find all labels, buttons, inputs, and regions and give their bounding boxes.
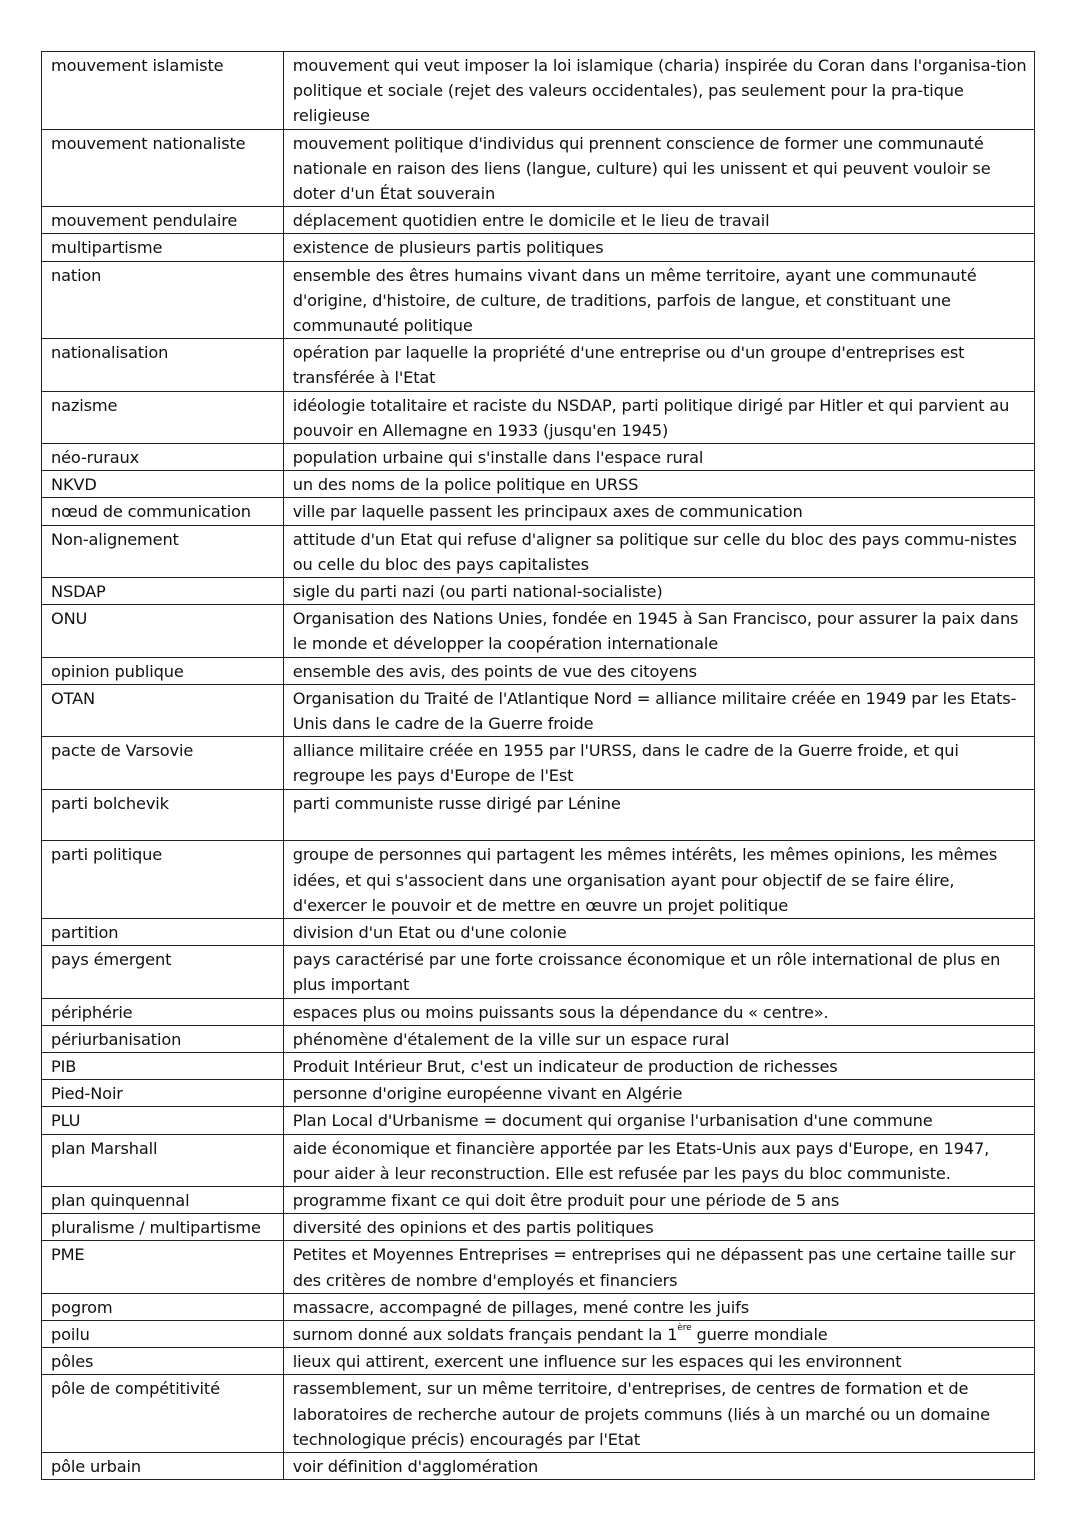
glossary-definition: division d'un Etat ou d'une colonie (283, 918, 1034, 945)
glossary-definition: sigle du parti nazi (ou parti national-socialiste) (283, 578, 1034, 605)
glossary-definition: attitude d'un Etat qui refuse d'aligner sa politique sur celle du bloc des pays commu-nistes ou celle du bloc des pays capitalistes (283, 525, 1034, 577)
glossary-definition: un des noms de la police politique en URSS (283, 471, 1034, 498)
glossary-row (42, 391, 1035, 443)
glossary-definition: parti communiste russe dirigé par Lénine (283, 789, 1034, 841)
glossary-term: NKVD (42, 471, 284, 498)
glossary-row (42, 52, 1035, 130)
glossary-row (42, 234, 1035, 261)
glossary-row (42, 578, 1035, 605)
glossary-definition: programme fixant ce qui doit être produit pour une période de 5 ans (283, 1187, 1034, 1214)
glossary-term: néo-ruraux (42, 444, 284, 471)
glossary-term: NSDAP (42, 578, 284, 605)
glossary-term: nazisme (42, 391, 284, 443)
glossary-row (42, 918, 1035, 945)
glossary-row (42, 471, 1035, 498)
glossary-term: pluralisme / multipartisme (42, 1214, 284, 1241)
glossary-term: partition (42, 918, 284, 945)
glossary-term: multipartisme (42, 234, 284, 261)
glossary-row (42, 1321, 1035, 1348)
glossary-row (42, 261, 1035, 339)
glossary-definition: voir définition d'agglomération (283, 1453, 1034, 1480)
glossary-row (42, 1293, 1035, 1320)
glossary-row (42, 1025, 1035, 1052)
glossary-row (42, 129, 1035, 207)
glossary-term: périurbanisation (42, 1025, 284, 1052)
glossary-term: périphérie (42, 998, 284, 1025)
glossary-term: poilu (42, 1321, 284, 1348)
glossary-definition: Plan Local d'Urbanisme = document qui organise l'urbanisation d'une commune (283, 1107, 1034, 1134)
glossary-definition: Organisation du Traité de l'Atlantique Nord = alliance militaire créée en 1949 par les Etats-Unis dans le cadre de la Guerre froide (283, 684, 1034, 736)
glossary-definition: groupe de personnes qui partagent les mêmes intérêts, les mêmes opinions, les mêmes idées, et qui s'associent dans une organisation ayant pour objectif de se faire élire, d'exercer le pouvoir et de mettre en œuvre un projet politique (283, 841, 1034, 919)
glossary-term: plan quinquennal (42, 1187, 284, 1214)
glossary-definition: population urbaine qui s'installe dans l'espace rural (283, 444, 1034, 471)
definition-text-continued: guerre mondiale (691, 1325, 828, 1345)
glossary-definition: Petites et Moyennes Entreprises = entreprises qui ne dépassent pas une certaine taille sur des critères de nombre d'employés et financiers (283, 1241, 1034, 1293)
glossary-term: mouvement pendulaire (42, 207, 284, 234)
glossary-row (42, 1375, 1035, 1453)
glossary-row (42, 1453, 1035, 1480)
glossary-definition: phénomène d'étalement de la ville sur un espace rural (283, 1025, 1034, 1052)
glossary-term: opinion publique (42, 657, 284, 684)
glossary-definition: ensemble des êtres humains vivant dans un même territoire, ayant une communauté d'origine, d'histoire, de culture, de traditions, parfois de langue, et constituant une communauté politique (283, 261, 1034, 339)
glossary-row (42, 207, 1035, 234)
glossary-row (42, 1214, 1035, 1241)
glossary-definition: mouvement qui veut imposer la loi islamique (charia) inspirée du Coran dans l'organisa-tion politique et sociale (rejet des valeurs occidentales), pas seulement pour la pra-tique religieuse (283, 52, 1034, 130)
glossary-table (41, 51, 1035, 1480)
glossary-term: mouvement nationaliste (42, 129, 284, 207)
glossary-row (42, 1187, 1035, 1214)
glossary-row (42, 789, 1035, 841)
glossary-definition: ville par laquelle passent les principaux axes de communication (283, 498, 1034, 525)
glossary-definition: opération par laquelle la propriété d'une entreprise ou d'un groupe d'entreprises est transférée à l'Etat (283, 339, 1034, 391)
glossary-definition: pays caractérisé par une forte croissance économique et un rôle international de plus en plus important (283, 946, 1034, 998)
glossary-term: Pied-Noir (42, 1080, 284, 1107)
glossary-row (42, 339, 1035, 391)
glossary-term: pogrom (42, 1293, 284, 1320)
glossary-term: plan Marshall (42, 1134, 284, 1186)
glossary-definition: existence de plusieurs partis politiques (283, 234, 1034, 261)
glossary-term: mouvement islamiste (42, 52, 284, 130)
glossary-row (42, 1107, 1035, 1134)
glossary-definition: rassemblement, sur un même territoire, d'entreprises, de centres de formation et de laboratoires de recherche autour de projets communs (liés à un marché ou un domaine technologique précis) encouragés par l'Etat (283, 1375, 1034, 1453)
glossary-row (42, 1134, 1035, 1186)
glossary-term: pôle urbain (42, 1453, 284, 1480)
glossary-row (42, 444, 1035, 471)
glossary-row (42, 946, 1035, 998)
glossary-term: nœud de communication (42, 498, 284, 525)
glossary-term: OTAN (42, 684, 284, 736)
glossary-row (42, 657, 1035, 684)
glossary-definition: massacre, accompagné de pillages, mené contre les juifs (283, 1293, 1034, 1320)
glossary-definition: idéologie totalitaire et raciste du NSDAP, parti politique dirigé par Hitler et qui parvient au pouvoir en Allemagne en 1933 (jusqu'en 1945) (283, 391, 1034, 443)
glossary-definition: aide économique et financière apportée par les Etats-Unis aux pays d'Europe, en 1947, pour aider à leur reconstruction. Elle est refusée par les pays du bloc communiste. (283, 1134, 1034, 1186)
glossary-row (42, 605, 1035, 657)
ordinal-superscript: ère (677, 1323, 692, 1334)
glossary-row (42, 1080, 1035, 1107)
glossary-row (42, 498, 1035, 525)
glossary-row (42, 737, 1035, 789)
glossary-definition: déplacement quotidien entre le domicile et le lieu de travail (283, 207, 1034, 234)
glossary-sheet (41, 51, 1035, 1480)
glossary-term: pacte de Varsovie (42, 737, 284, 789)
glossary-definition: mouvement politique d'individus qui prennent conscience de former une communauté nationale en raison des liens (langue, culture) qui les unissent et qui peuvent vouloir se doter d'un État souverain (283, 129, 1034, 207)
glossary-row (42, 1241, 1035, 1293)
glossary-definition: personne d'origine européenne vivant en Algérie (283, 1080, 1034, 1107)
glossary-term: pôle de compétitivité (42, 1375, 284, 1453)
glossary-term: nationalisation (42, 339, 284, 391)
glossary-definition: Produit Intérieur Brut, c'est un indicateur de production de richesses (283, 1053, 1034, 1080)
glossary-definition: ensemble des avis, des points de vue des citoyens (283, 657, 1034, 684)
glossary-definition: alliance militaire créée en 1955 par l'URSS, dans le cadre de la Guerre froide, et qui regroupe les pays d'Europe de l'Est (283, 737, 1034, 789)
glossary-term: parti bolchevik (42, 789, 284, 841)
glossary-row (42, 525, 1035, 577)
glossary-definition: diversité des opinions et des partis politiques (283, 1214, 1034, 1241)
glossary-term: ONU (42, 605, 284, 657)
glossary-definition (283, 1321, 1034, 1348)
glossary-term: PIB (42, 1053, 284, 1080)
glossary-term: pôles (42, 1348, 284, 1375)
glossary-row (42, 684, 1035, 736)
glossary-term: nation (42, 261, 284, 339)
glossary-term: PLU (42, 1107, 284, 1134)
glossary-term: PME (42, 1241, 284, 1293)
glossary-row (42, 1348, 1035, 1375)
definition-text: surnom donné aux soldats français pendant la 1 (292, 1325, 678, 1345)
glossary-definition: Organisation des Nations Unies, fondée en 1945 à San Francisco, pour assurer la paix dans le monde et développer la coopération internationale (283, 605, 1034, 657)
glossary-term: pays émergent (42, 946, 284, 998)
glossary-row (42, 1053, 1035, 1080)
glossary-definition: espaces plus ou moins puissants sous la dépendance du « centre». (283, 998, 1034, 1025)
glossary-body (42, 52, 1035, 1480)
glossary-row (42, 998, 1035, 1025)
glossary-term: Non-alignement (42, 525, 284, 577)
glossary-row (42, 841, 1035, 919)
glossary-term: parti politique (42, 841, 284, 919)
glossary-definition: lieux qui attirent, exercent une influence sur les espaces qui les environnent (283, 1348, 1034, 1375)
